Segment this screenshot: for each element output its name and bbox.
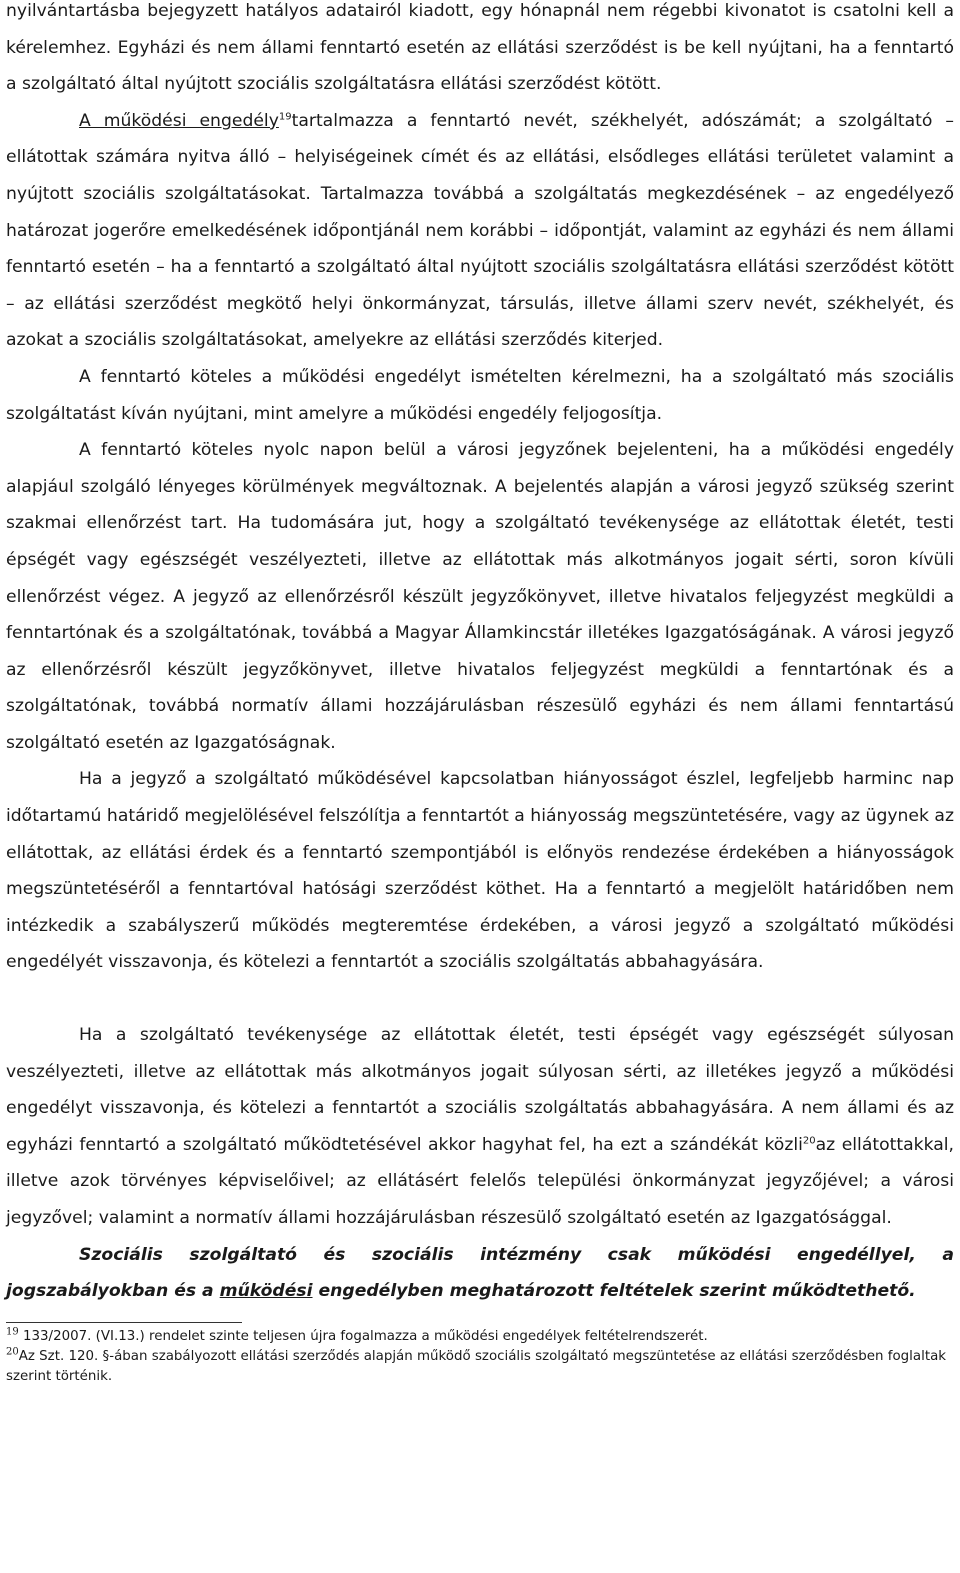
footnote-number: 19 bbox=[6, 1326, 19, 1338]
revocation-text-b: az ellátottakkal, illetve azok törvényes képviselőivel; az ellátásért felelős települési önkormányzat jegyzőjével; a városi jegyzővel; valamint a normatív állami hozzájárulásban részesülő szolgáltató esetén az Igazgatósággal. bbox=[6, 1134, 954, 1228]
summary-link[interactable]: működési bbox=[219, 1281, 313, 1302]
footnote-number: 20 bbox=[6, 1346, 19, 1358]
document-page bbox=[6, 0, 954, 1387]
license-contents-text: tartalmazza a fenntartó nevét, székhelyét, adószámát; a szolgáltató – ellátottak számára nyitva álló – helyiségeinek címét és az ellátási, elsődleges ellátási területet valamint a nyújtott szociális szolgáltatásokat. Tartalmazza továbbá a szolgáltatás megkezdésének – az engedélyező határozat jogerőre emelkedésének időpontjánál nem korábbi – időpontját, valamint az egyházi és nem állami fenntartó esetén – ha a fenntartó a szolgáltató által nyújtott szociális szolgáltatásra ellátási szerződést kötött – az ellátási szerződést megkötő helyi önkormányzat, társulás, illetve állami szerv nevét, székhelyét, és azokat a szociális szolgáltatásokat, amelyekre az ellátási szerződés kiterjed. bbox=[6, 110, 954, 351]
revocation-text-a: Ha a szolgáltató tevékenysége az ellátottak életét, testi épségét vagy egészségét súlyosan veszélyezteti, illetve az ellátottak más alkotmányos jogait súlyosan sérti, az illetékes jegyző a működési engedélyt visszavonja, és kötelezi a fenntartót a szociális szolgáltatás abbahagyására. A nem állami és az egyházi fenntartó a szolgáltató működtetésével akkor hagyhat fel, ha ezt a szándékát közli bbox=[6, 1025, 954, 1155]
footnote-text: 133/2007. (VI.13.) rendelet szinte teljesen újra fogalmazza a működési engedélyek feltételrendszerét. bbox=[23, 1328, 708, 1344]
paragraph-revocation bbox=[6, 1017, 954, 1237]
paragraph-application-attachments: nyilvántartásba bejegyzett hatályos adatairól kiadott, egy hónapnál nem régebbi kivonatot is csatolni kell a kérelemhez. Egyházi és nem állami fenntartó esetén az ellátási szerződést is be kell nyújtani, ha a fenntartó a szolgáltató által nyújtott szociális szolgáltatásra ellátási szerződést kötött. bbox=[6, 1, 954, 95]
paragraph-italic-summary bbox=[6, 1237, 954, 1310]
summary-text-b: engedélyben meghatározott feltételek szerint működtethető. bbox=[312, 1281, 916, 1302]
footnote-text: Az Szt. 120. §-ában szabályozott ellátási szerződés alapján működő szociális szolgáltató megszüntetése az ellátási szerződésben foglaltak szerint történik. bbox=[6, 1348, 947, 1384]
paragraph-deficiency: Ha a jegyző a szolgáltató működésével kapcsolatban hiányosságot észlel, legfeljebb harminc nap időtartamú határidő megjelölésével felszólítja a fenntartót a hiányosság megszüntetésére, vagy az ügynek az ellátottak, az ellátási érdek és a fenntartó szempontjából is előnyös rendezése érdekében a hiányosságok megszüntetéséről a fenntartóval hatósági szerződést köthet. Ha a fenntartó a megjelölt határidőben nem intézkedik a szabályszerű működés megteremtése érdekében, a városi jegyző a szolgáltató működési engedélyét visszavonja, és kötelezi a fenntartót a szociális szolgáltatás abbahagyására. bbox=[6, 769, 954, 973]
footnote-ref-20[interactable]: 20 bbox=[802, 1135, 816, 1147]
license-link[interactable]: A működési engedély bbox=[79, 110, 279, 131]
footnote-ref-19[interactable]: 19 bbox=[278, 111, 292, 123]
paragraph-notification-inspection: A fenntartó köteles nyolc napon belül a városi jegyzőnek bejelenteni, ha a működési engedély alapjául szolgáló lényeges körülmények megváltoznak. A bejelentés alapján a városi jegyző szükség szerint szakmai ellenőrzést tart. Ha tudomására jut, hogy a szolgáltató tevékenysége az ellátottak életét, testi épségét vagy egészségét veszélyezteti, illetve az ellátottak más alkotmányos jogait sérti, soron kívüli ellenőrzést végez. A jegyző az ellenőrzésről készült jegyzőkönyvet, illetve hivatalos feljegyzést megküldi a fenntartónak és a szolgáltatónak, továbbá a Magyar Államkincstár illetékes Igazgatóságának. A városi jegyző az ellenőrzésről készült jegyzőkönyvet, illetve hivatalos feljegyzést megküldi a fenntartónak és a szolgáltatónak, továbbá normatív állami hozzájárulásban részesülő egyházi és nem állami fenntartású szolgáltató esetén az Igazgatóságnak. bbox=[6, 440, 954, 753]
paragraph-license-contents bbox=[6, 103, 954, 359]
summary-text-a: Szociális szolgáltató és szociális intézmény csak működési engedéllyel, a jogszabályokban és a bbox=[6, 1244, 954, 1302]
footnote-19 bbox=[6, 1327, 954, 1347]
spacer bbox=[6, 981, 954, 1017]
footnote-20 bbox=[6, 1347, 954, 1387]
paragraph-reapplication: A fenntartó köteles a működési engedélyt ismételten kérelmezni, ha a szolgáltató más szociális szolgáltatást kíván nyújtani, mint amelyre a működési engedély feljogosítja. bbox=[6, 366, 954, 424]
